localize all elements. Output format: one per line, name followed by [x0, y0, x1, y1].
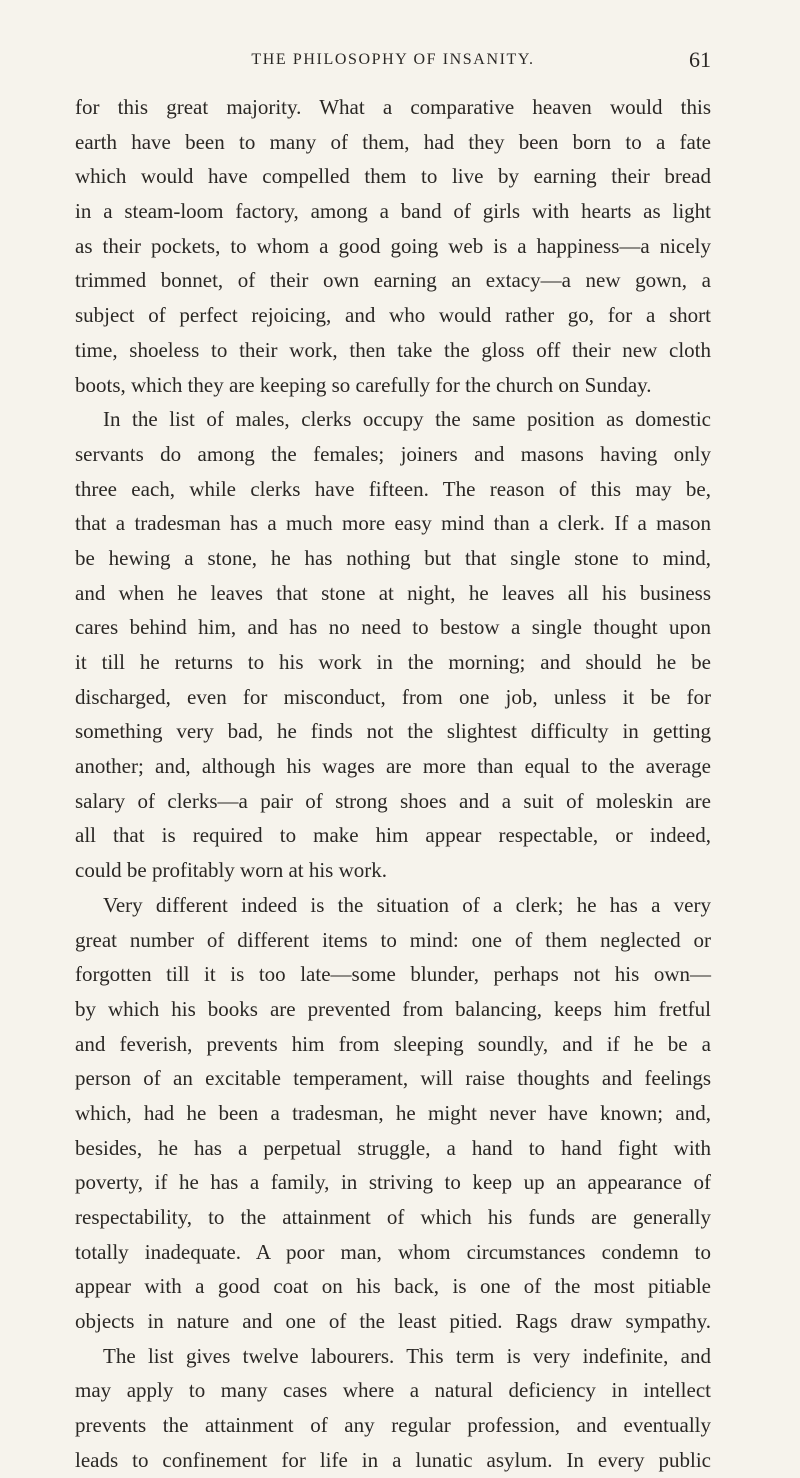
text-line: by which his books are prevented from balancing, keeps him fretful: [75, 996, 711, 1021]
text-line: three each, while clerks have fifteen. The reason of this may be,: [75, 476, 711, 501]
text-line: be hewing a stone, he has nothing but that single stone to mind,: [75, 545, 711, 570]
text-line: could be profitably worn at his work.: [75, 858, 388, 883]
text-line: discharged, even for misconduct, from one job, unless it be for: [75, 684, 711, 709]
text-line: for this great majority. What a comparative heaven would this: [75, 95, 711, 119]
text-line: cares behind him, and has no need to bestow a single thought upon: [75, 615, 711, 640]
body-text: [75, 90, 711, 1478]
text-line: and feverish, prevents him from sleeping soundly, and if he be a: [75, 1031, 711, 1056]
text-line: time, shoeless to their work, then take the gloss off their new cloth: [75, 337, 711, 362]
text-line: in a steam-loom factory, among a band of girls with hearts as light: [75, 199, 711, 224]
text-line: person of an excitable temperament, will raise thoughts and feelings: [75, 1066, 711, 1091]
text-line: subject of perfect rejoicing, and who would rather go, for a short: [75, 303, 711, 328]
paragraph-start-line: Very different indeed is the situation of a clerk; he has a very: [103, 892, 711, 917]
paragraph-start-line: The list gives twelve labourers. This term is very indefinite, and: [103, 1343, 711, 1368]
text-line: that a tradesman has a much more easy mind than a clerk. If a mason: [75, 511, 711, 536]
text-line: boots, which they are keeping so carefully for the church on Sunday.: [75, 372, 652, 397]
text-line: all that is required to make him appear respectable, or indeed,: [75, 823, 711, 848]
text-line: objects in nature and one of the least pitied. Rags draw sympathy.: [75, 1309, 711, 1334]
text-line: trimmed bonnet, of their own earning an extacy—a new gown, a: [75, 268, 711, 293]
paragraph-start-line: In the list of males, clerks occupy the same position as domestic: [103, 407, 711, 432]
text-line: leads to confinement for life in a lunatic asylum. In every public: [75, 1447, 711, 1472]
text-line: and when he leaves that stone at night, he leaves all his business: [75, 580, 711, 605]
text-line: another; and, although his wages are more than equal to the average: [75, 754, 711, 779]
text-line: great number of different items to mind: one of them neglected or: [75, 927, 711, 952]
running-title: THE PHILOSOPHY OF INSANITY.: [251, 51, 535, 68]
text-line: which, had he been a tradesman, he might never have known; and,: [75, 1100, 711, 1125]
text-line: it till he returns to his work in the morning; and should he be: [75, 650, 711, 674]
text-line: appear with a good coat on his back, is one of the most pitiable: [75, 1274, 711, 1299]
text-line: poverty, if he has a family, in striving to keep up an appearance of: [75, 1170, 711, 1195]
page-number: 61: [689, 47, 711, 72]
text-line: may apply to many cases where a natural deficiency in intellect: [75, 1378, 711, 1403]
text-line: which would have compelled them to live by earning their bread: [75, 164, 711, 189]
text-line: respectability, to the attainment of which his funds are generally: [75, 1205, 711, 1229]
text-line: servants do among the females; joiners and masons having only: [75, 441, 711, 466]
text-line: prevents the attainment of any regular profession, and eventually: [75, 1413, 711, 1438]
text-line: as their pockets, to whom a good going web is a happiness—a nicely: [75, 233, 711, 258]
text-line: besides, he has a perpetual struggle, a hand to hand fight with: [75, 1135, 711, 1160]
running-head: [75, 42, 711, 78]
text-line: forgotten till it is too late—some blunder, perhaps not his own—: [75, 962, 711, 987]
text-line: something very bad, he finds not the slightest difficulty in getting: [75, 719, 711, 744]
text-line: salary of clerks—a pair of strong shoes and a suit of moleskin are: [75, 788, 711, 813]
text-line: totally inadequate. A poor man, whom circumstances condemn to: [75, 1239, 711, 1264]
text-line: earth have been to many of them, had they been born to a fate: [75, 129, 711, 154]
